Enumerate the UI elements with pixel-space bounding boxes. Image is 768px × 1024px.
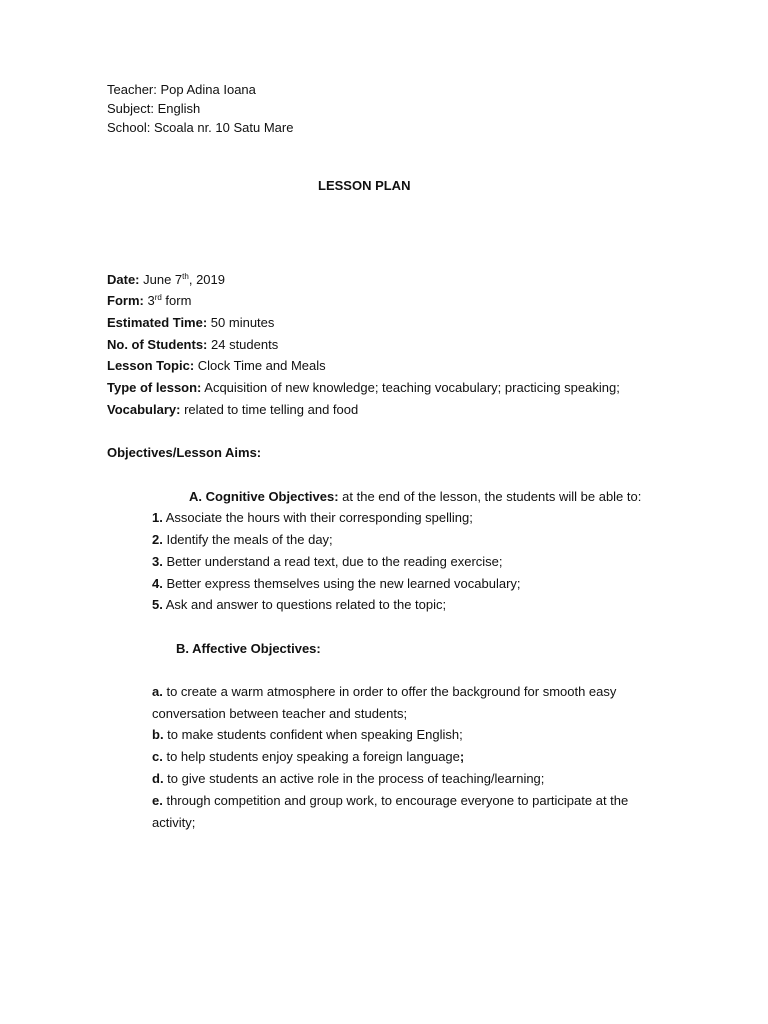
affective-item-continuation: activity; [152,815,196,830]
item-text: Identify the meals of the day; [162,532,333,547]
cognitive-item [152,531,333,549]
vocabulary-label: Vocabulary: [107,402,181,417]
item-text: through competition and group work, to encourage everyone to participate at the [162,793,629,808]
item-number: 1. [152,510,163,525]
time-label: Estimated Time: [107,315,208,330]
type-line [107,379,620,397]
students-line [107,336,278,354]
item-text: Ask and answer to questions related to the topic; [162,597,447,612]
topic-line [107,357,326,375]
date-label: Date: [107,272,140,287]
item-letter: e. [152,793,163,808]
affective-item [152,683,616,701]
item-number: 5. [152,597,163,612]
vocabulary-line [107,401,358,419]
students-value: 24 students [207,337,279,352]
objectives-heading: Objectives/Lesson Aims: [107,445,262,460]
item-number: 2. [152,532,163,547]
item-text: to help students enjoy speaking a foreign language [162,749,460,764]
item-text: Better express themselves using the new learned vocabulary; [162,576,521,591]
cognitive-item [152,596,446,614]
item-number: 4. [152,576,163,591]
affective-heading: B. Affective Objectives: [176,641,321,656]
topic-label: Lesson Topic: [107,358,195,373]
school-line: School: Scoala nr. 10 Satu Mare [107,120,294,135]
form-suffix: rd [154,293,162,302]
form-value: 3 [143,293,155,308]
type-value: Acquisition of new knowledge; teaching vocabulary; practicing speaking; [201,380,620,395]
type-label: Type of lesson: [107,380,202,395]
form-label: Form: [107,293,144,308]
item-text: Better understand a read text, due to the reading exercise; [162,554,503,569]
time-value: 50 minutes [207,315,275,330]
time-line [107,314,274,332]
date-year: , 2019 [188,272,225,287]
cognitive-intro: at the end of the lesson, the students will be able to: [338,489,642,504]
affective-item [152,792,628,810]
affective-item [152,770,544,788]
cognitive-heading: A. Cognitive Objectives: [189,489,339,504]
item-letter: a. [152,684,163,699]
cognitive-item [152,553,503,571]
affective-item [152,748,464,766]
vocabulary-value: related to time telling and food [180,402,359,417]
cognitive-heading-line [189,488,641,506]
item-letter: b. [152,727,164,742]
document-title: LESSON PLAN [318,178,411,193]
cognitive-item [152,509,473,527]
form-word: form [161,293,192,308]
item-letter: c. [152,749,163,764]
topic-value: Clock Time and Meals [194,358,326,373]
date-line [107,271,225,289]
affective-item-continuation: conversation between teacher and students; [152,706,408,721]
subject-line: Subject: English [107,101,201,116]
students-label: No. of Students: [107,337,208,352]
cognitive-item [152,575,521,593]
date-suffix: th [182,272,189,281]
date-value: June 7 [139,272,183,287]
item-tail: ; [459,749,465,764]
teacher-line: Teacher: Pop Adina Ioana [107,82,256,97]
item-text: to give students an active role in the process of teaching/learning; [163,771,545,786]
item-text: to make students confident when speaking English; [163,727,463,742]
item-text: to create a warm atmosphere in order to offer the background for smooth easy [162,684,617,699]
form-line [107,292,191,310]
item-text: Associate the hours with their corresponding spelling; [162,510,473,525]
item-letter: d. [152,771,164,786]
item-number: 3. [152,554,163,569]
affective-item [152,726,463,744]
